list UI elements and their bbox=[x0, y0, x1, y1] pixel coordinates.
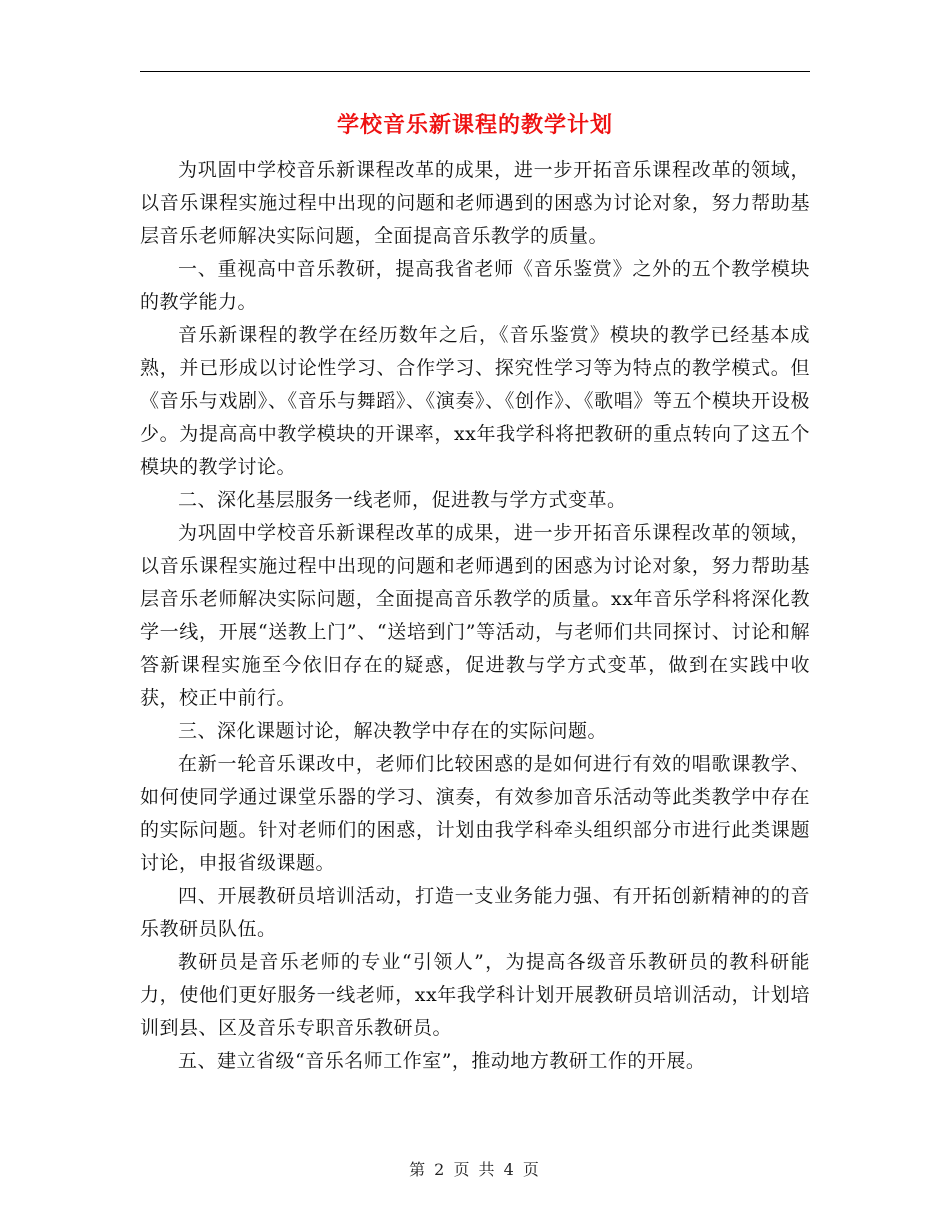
section-paragraph-2: 为巩固中学校音乐新课程改革的成果，进一步开拓音乐课程改革的领域，以音乐课程实施过程中出现的问题和老师遇到的困惑为讨论对象，努力帮助基层音乐老师解决实际问题，全面提高音乐教学的质量。xx年音乐学科将深化教学一线，开展“送教上门”、“送培到门”等活动，与老师们共同探讨、讨论和解答新课程实施至今依旧存在的疑惑，促进教与学方式变革，做到在实践中收获，校正中前行。 bbox=[140, 522, 810, 709]
section-heading-3: 三、深化课题讨论，解决教学中存在的实际问题。 bbox=[178, 720, 608, 742]
section-paragraph-4: 教研员是音乐老师的专业“引领人”，为提高各级音乐教研员的教科研能力，使他们更好服务一线老师，xx年我学科计划开展教研员培训活动，计划培训到县、区及音乐专职音乐教研员。 bbox=[140, 951, 810, 1039]
section-paragraph-3: 在新一轮音乐课改中，老师们比较困惑的是如何进行有效的唱歌课教学、如何使同学通过课堂乐器的学习、演奏，有效参加音乐活动等此类教学中存在的实际问题。针对老师们的困惑，计划由我学科牵头组织部分市进行此类课题讨论，申报省级课题。 bbox=[140, 753, 810, 874]
document-title: 学校音乐新课程的教学计划 bbox=[336, 112, 613, 138]
section-heading-5: 五、建立省级“音乐名师工作室”，推动地方教研工作的开展。 bbox=[178, 1050, 706, 1072]
page-number-footer: 第 2 页 共 4 页 bbox=[409, 1160, 541, 1179]
section-heading-2: 二、深化基层服务一线老师，促进教与学方式变革。 bbox=[178, 489, 627, 511]
section-paragraph-1: 音乐新课程的教学在经历数年之后，《音乐鉴赏》模块的教学已经基本成熟，并已形成以讨论性学习、合作学习、探究性学习等为特点的教学模式。但《音乐与戏剧》、《音乐与舞蹈》、《演奏》、《创作》、《歌唱》等五个模块开设极少。为提高高中教学模块的开课率，xx年我学科将把教研的重点转向了这五个模块的教学讨论。 bbox=[140, 324, 810, 478]
header-rule bbox=[140, 71, 810, 72]
intro-paragraph: 为巩固中学校音乐新课程改革的成果，进一步开拓音乐课程改革的领域，以音乐课程实施过程中出现的问题和老师遇到的困惑为讨论对象，努力帮助基层音乐老师解决实际问题，全面提高音乐教学的质量。 bbox=[140, 159, 810, 247]
document-body bbox=[140, 154, 810, 1078]
section-heading-4: 四、开展教研员培训活动，打造一支业务能力强、有开拓创新精神的的音乐教研员队伍。 bbox=[140, 885, 810, 940]
section-heading-1: 一、重视高中音乐教研，提高我省老师《音乐鉴赏》之外的五个教学模块的教学能力。 bbox=[140, 258, 810, 313]
